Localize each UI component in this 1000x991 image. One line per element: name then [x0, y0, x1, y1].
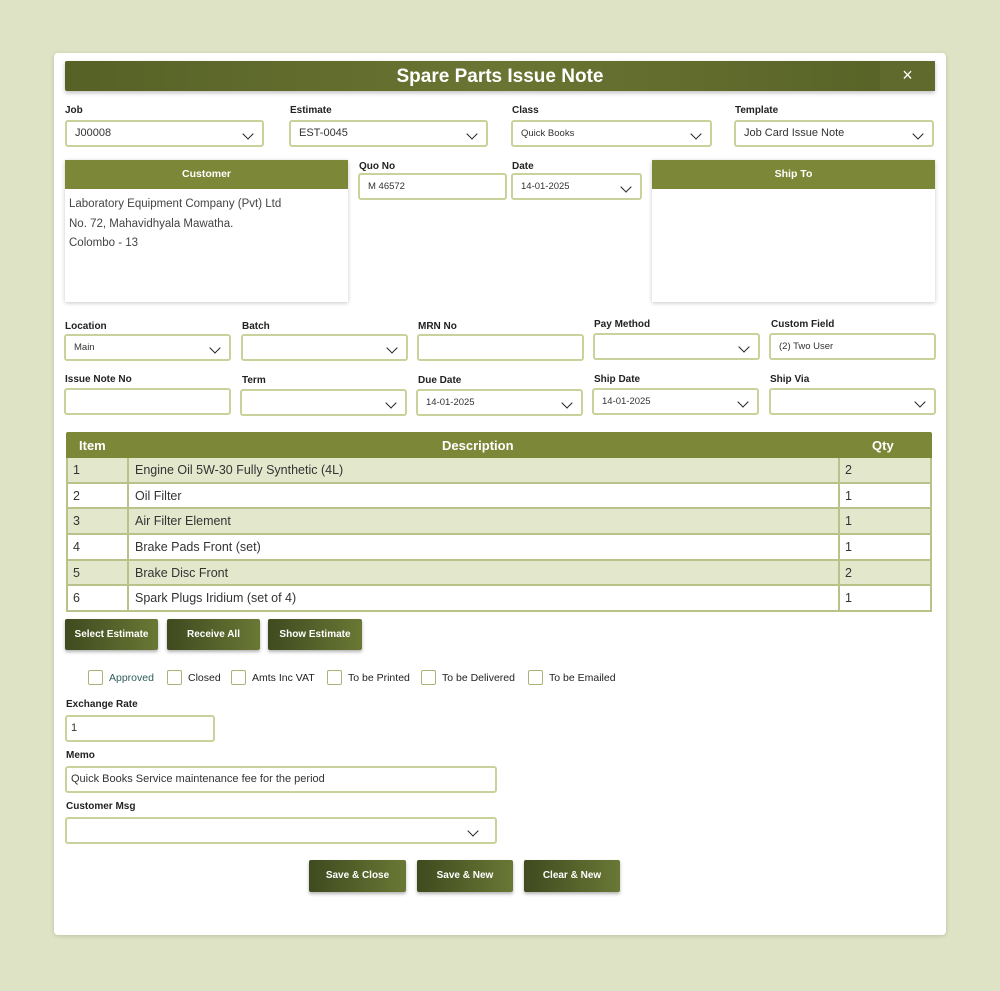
class-select[interactable]	[511, 120, 712, 147]
batch-select[interactable]	[241, 334, 408, 361]
batch-label: Batch	[242, 321, 270, 332]
chevron-down-icon	[738, 341, 749, 352]
ship-to-address[interactable]	[652, 189, 935, 201]
chevron-down-icon	[690, 128, 701, 139]
ship-to-panel	[652, 160, 935, 302]
customer-address-line: No. 72, Mahavidhyala Mawatha.	[69, 217, 234, 230]
customer-msg-label: Customer Msg	[66, 801, 136, 812]
class-label: Class	[512, 105, 539, 116]
save-close-button[interactable]: Save & Close	[309, 860, 406, 892]
to-be-printed-label: To be Printed	[348, 672, 410, 684]
ship-to-panel-header: Ship To	[652, 160, 935, 189]
ship-date-label: Ship Date	[594, 374, 641, 385]
cell-description: Engine Oil 5W-30 Fully Synthetic (4L)	[127, 458, 844, 482]
close-button[interactable]	[880, 61, 935, 91]
to-be-delivered-label: To be Delivered	[442, 672, 515, 684]
cell-qty: 1	[838, 509, 852, 533]
mrn-no-input[interactable]	[417, 334, 584, 361]
issue-note-no-label: Issue Note No	[65, 374, 132, 385]
customer-panel-header: Customer	[65, 160, 348, 189]
column-header-item: Item	[79, 438, 106, 453]
table-row[interactable]	[66, 484, 932, 510]
job-select[interactable]	[65, 120, 264, 147]
term-label: Term	[242, 375, 266, 386]
chevron-down-icon	[561, 397, 572, 408]
checkbox-box	[231, 670, 246, 685]
term-select[interactable]	[240, 389, 407, 416]
exchange-rate-value: 1	[71, 722, 78, 734]
close-icon: ×	[902, 65, 913, 85]
custom-field-input[interactable]	[769, 333, 936, 360]
mrn-no-label: MRN No	[418, 321, 457, 332]
quo-no-value: M 46572	[368, 181, 405, 192]
location-value: Main	[74, 342, 95, 353]
chevron-down-icon	[385, 397, 396, 408]
chevron-down-icon	[467, 825, 478, 836]
cell-description: Brake Disc Front	[127, 561, 844, 585]
customer-panel	[65, 160, 348, 302]
cell-item: 4	[73, 540, 80, 555]
chevron-down-icon	[912, 128, 923, 139]
checkbox-box	[528, 670, 543, 685]
items-table	[66, 432, 932, 612]
cell-description: Oil Filter	[127, 484, 844, 508]
estimate-label: Estimate	[290, 105, 332, 116]
customer-address-line: Laboratory Equipment Company (Pvt) Ltd	[69, 198, 282, 210]
due-date-label: Due Date	[418, 375, 462, 386]
quo-no-label: Quo No	[359, 161, 396, 172]
table-row[interactable]	[66, 586, 932, 612]
checkbox-box	[327, 670, 342, 685]
template-value: Job Card Issue Note	[744, 127, 845, 139]
cell-item: 6	[73, 591, 80, 606]
ship-via-select[interactable]	[769, 388, 936, 415]
memo-value: Quick Books Service maintenance fee for the period	[71, 773, 325, 785]
cell-qty: 2	[838, 458, 852, 482]
issue-note-no-input[interactable]	[64, 388, 231, 415]
chevron-down-icon	[386, 342, 397, 353]
pay-method-label: Pay Method	[594, 319, 651, 330]
cell-item: 2	[73, 488, 80, 503]
cell-description: Brake Pads Front (set)	[127, 535, 844, 559]
cell-description: Spark Plugs Iridium (set of 4)	[127, 586, 844, 610]
cell-item: 3	[73, 514, 80, 529]
checkbox-box	[421, 670, 436, 685]
dialog-title: Spare Parts Issue Note	[396, 66, 604, 87]
customer-address[interactable]	[65, 189, 348, 260]
clear-new-button[interactable]: Clear & New	[524, 860, 620, 892]
date-label: Date	[512, 161, 534, 172]
date-picker[interactable]	[511, 173, 642, 200]
chevron-down-icon	[242, 128, 253, 139]
amts-inc-vat-label: Amts Inc VAT	[252, 672, 315, 684]
table-row[interactable]	[66, 458, 932, 484]
save-new-button[interactable]: Save & New	[417, 860, 513, 892]
table-row[interactable]	[66, 509, 932, 535]
estimate-value: EST-0045	[299, 127, 348, 139]
location-label: Location	[65, 321, 107, 332]
table-row[interactable]	[66, 535, 932, 561]
customer-msg-select[interactable]	[65, 817, 497, 844]
approved-label: Approved	[109, 672, 154, 684]
closed-label: Closed	[188, 672, 221, 684]
pay-method-select[interactable]	[593, 333, 760, 360]
date-value: 14-01-2025	[521, 181, 570, 192]
column-header-description: Description	[442, 438, 514, 453]
template-label: Template	[735, 105, 779, 116]
estimate-select[interactable]	[289, 120, 488, 147]
due-date-picker[interactable]	[416, 389, 583, 416]
table-row[interactable]	[66, 561, 932, 587]
due-date-value: 14-01-2025	[426, 397, 475, 408]
memo-label: Memo	[66, 750, 95, 761]
show-estimate-button[interactable]: Show Estimate	[268, 619, 362, 650]
cell-qty: 1	[838, 535, 852, 559]
table-header	[66, 432, 932, 458]
cell-qty: 2	[838, 561, 852, 585]
job-value: J00008	[75, 127, 112, 139]
dialog-title-bar	[65, 61, 935, 91]
custom-field-label: Custom Field	[771, 319, 835, 330]
ship-date-value: 14-01-2025	[602, 396, 651, 407]
cell-item: 1	[73, 463, 80, 477]
to-be-emailed-label: To be Emailed	[549, 672, 616, 684]
receive-all-button[interactable]: Receive All	[167, 619, 260, 650]
cell-item: 5	[73, 565, 80, 580]
chevron-down-icon	[914, 396, 925, 407]
column-header-qty: Qty	[872, 438, 894, 453]
checkbox-box	[167, 670, 182, 685]
exchange-rate-label: Exchange Rate	[66, 699, 138, 710]
quo-no-input[interactable]	[358, 173, 507, 200]
location-select[interactable]	[64, 334, 231, 361]
chevron-down-icon	[466, 128, 477, 139]
ship-via-label: Ship Via	[770, 374, 810, 385]
cell-qty: 1	[838, 586, 852, 610]
chevron-down-icon	[737, 396, 748, 407]
cell-description: Air Filter Element	[127, 509, 844, 533]
ship-date-picker[interactable]	[592, 388, 759, 415]
memo-input[interactable]	[65, 766, 497, 793]
chevron-down-icon	[209, 342, 220, 353]
customer-address-line: Colombo - 13	[69, 237, 139, 249]
custom-field-value: (2) Two User	[779, 341, 834, 352]
checkbox-box	[88, 670, 103, 685]
select-estimate-button[interactable]: Select Estimate	[65, 619, 158, 650]
class-value: Quick Books	[521, 128, 575, 139]
job-label: Job	[65, 105, 83, 116]
cell-qty: 1	[838, 484, 852, 508]
template-select[interactable]	[734, 120, 934, 147]
chevron-down-icon	[620, 181, 631, 192]
exchange-rate-input[interactable]	[65, 715, 215, 742]
